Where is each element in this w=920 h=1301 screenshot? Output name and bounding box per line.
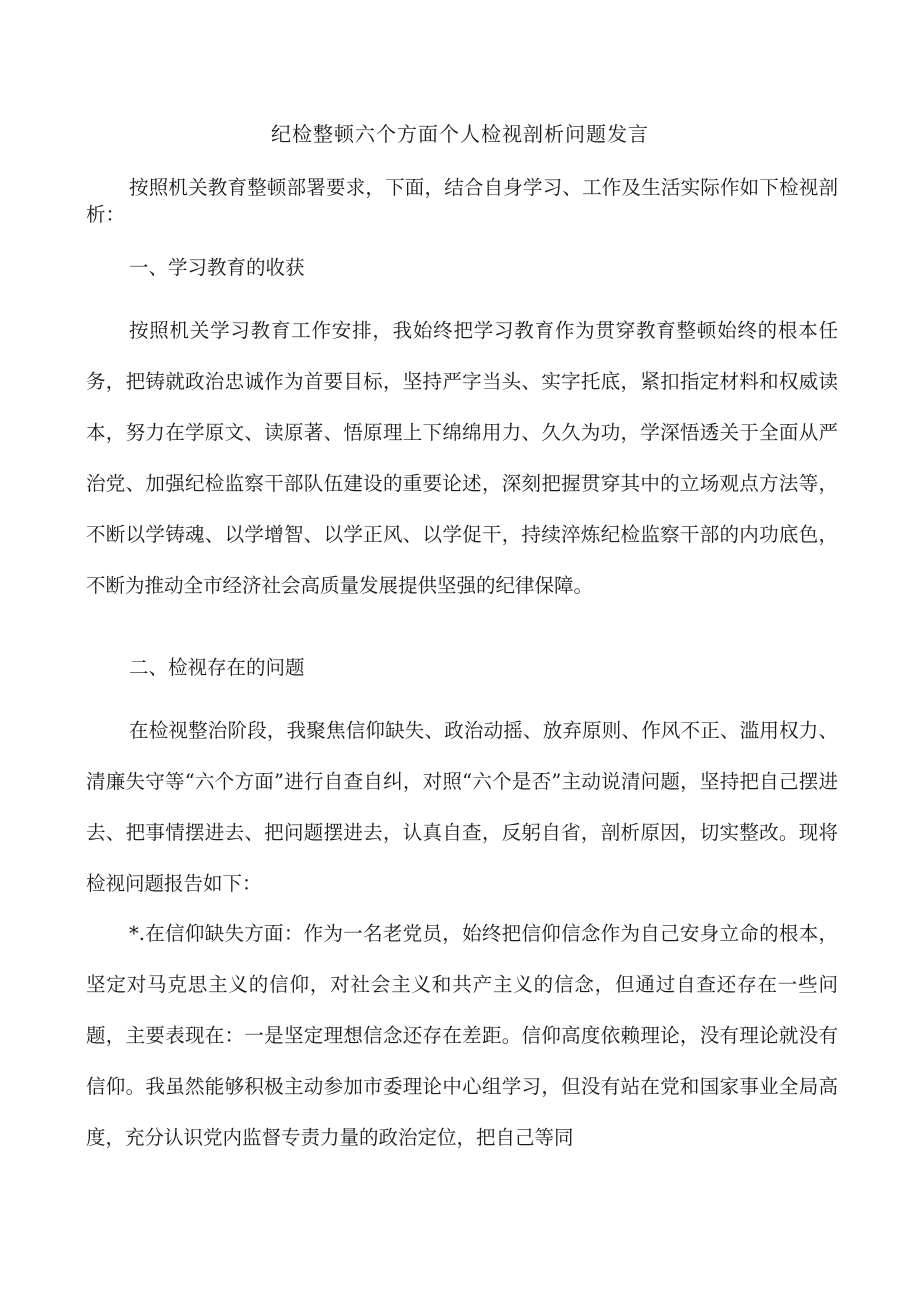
section-heading-problems: 二、检视存在的问题: [129, 656, 305, 679]
paragraph-intro: 按照机关教育整顿部署要求，下面，结合自身学习、工作及生活实际作如下检视剖析：: [86, 176, 838, 226]
paragraph-study-education: 按照机关学习教育工作安排，我始终把学习教育作为贯穿教育整顿始终的根本任务，把铸就政治忠诚作为首要目标，坚持严字当头、实字托底，紧扣指定材料和权威读本，努力在学原文、读原著、悟原理上下绵绵用力、久久为功，学深悟透关于全面从严治党、加强纪检监察干部队伍建设的重要论述，深刻把握贯穿其中的立场观点方法等，不断以学铸魂、以学增智、以学正风、以学促干，持续淬炼纪检监察干部的内功底色，不断为推动全市经济社会高质量发展提供坚强的纪律保障。: [86, 319, 838, 597]
document-title: 纪检整顿六个方面个人检视剖析问题发言: [271, 122, 649, 146]
paragraph-faith-issues: *.在信仰缺失方面：作为一名老党员，始终把信仰信念作为自己安身立命的根本，坚定对马克思主义的信仰，对社会主义和共产主义的信念，但通过自查还存在一些问题，主要表现在：一是坚定理想信念还存在差距。信仰高度依赖理论，没有理论就没有信仰。我虽然能够积极主动参加市委理论中心组学习，但没有站在党和国家事业全局高度，充分认识党内监督专责力量的政治定位，把自己等同: [86, 922, 838, 1149]
section-heading-learning-gains: 一、学习教育的收获: [129, 256, 305, 279]
paragraph-review-stage: 在检视整治阶段，我聚焦信仰缺失、政治动摇、放弃原则、作风不正、滥用权力、清廉失守等“六个方面”进行自查自纠，对照“六个是否”主动说清问题，坚持把自己摆进去、把事情摆进去、把问题摆进去，认真自查，反躬自省，剖析原因，切实整改。现将检视问题报告如下：: [86, 719, 838, 895]
